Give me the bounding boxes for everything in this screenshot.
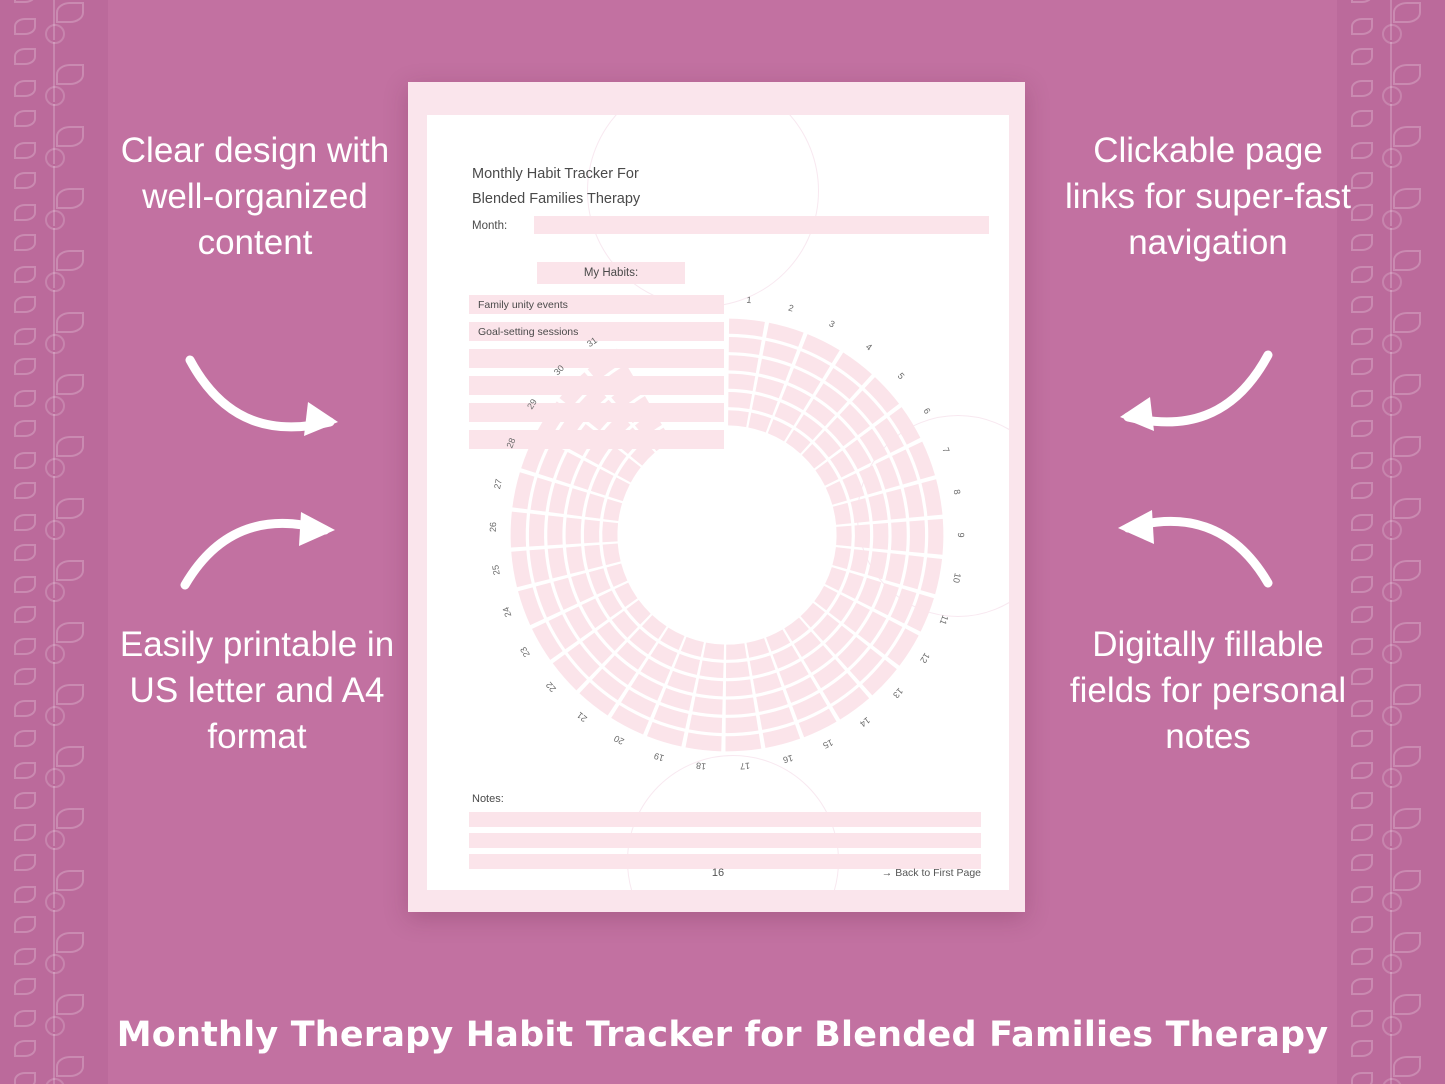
- floral-blossom: [1382, 582, 1402, 602]
- feature-top-left: Clear design with well-organized content: [120, 131, 390, 263]
- habit-cell[interactable]: [726, 716, 759, 733]
- habit-cell[interactable]: [566, 546, 585, 574]
- habit-cell[interactable]: [755, 377, 784, 399]
- floral-blossom: [1382, 334, 1402, 354]
- habit-cell[interactable]: [686, 733, 722, 752]
- floral-leaf: [1351, 514, 1373, 531]
- day-label: 2: [787, 302, 796, 314]
- day-label: 28: [504, 435, 518, 450]
- day-label: 4: [863, 341, 874, 353]
- floral-leaf: [56, 808, 84, 829]
- day-label: 22: [543, 679, 558, 694]
- day-label: 8: [951, 488, 963, 496]
- day-label: 14: [858, 714, 873, 729]
- floral-leaf: [1393, 126, 1421, 147]
- floral-leaf: [1351, 452, 1373, 469]
- habit-cell[interactable]: [530, 549, 550, 583]
- day-label: 3: [827, 318, 837, 330]
- arrow-top-right-icon: [1098, 345, 1278, 445]
- floral-blossom: [1382, 520, 1402, 540]
- floral-blossom: [1382, 954, 1402, 974]
- floral-blossom: [45, 644, 65, 664]
- floral-leaf: [1351, 296, 1373, 313]
- habit-cell[interactable]: [511, 512, 527, 548]
- floral-blossom: [1382, 396, 1402, 416]
- floral-blossom: [45, 582, 65, 602]
- habit-cell[interactable]: [759, 359, 791, 381]
- habit-cell[interactable]: [696, 679, 723, 697]
- day-label: 13: [890, 685, 906, 700]
- habit-row[interactable]: Goal-setting sessions: [469, 322, 724, 341]
- day-label: 1: [745, 294, 752, 306]
- day-label: 27: [492, 478, 505, 490]
- notes-input[interactable]: [469, 833, 981, 848]
- floral-leaf: [14, 296, 36, 313]
- floral-leaf: [1351, 358, 1373, 375]
- habit-cell[interactable]: [826, 481, 847, 505]
- habit-cell[interactable]: [766, 630, 790, 652]
- floral-blossom: [45, 396, 65, 416]
- floral-leaf: [14, 48, 36, 65]
- habit-cell[interactable]: [608, 477, 629, 501]
- habit-cell[interactable]: [667, 671, 696, 693]
- habit-cell[interactable]: [921, 479, 942, 516]
- floral-leaf: [1351, 18, 1373, 35]
- habit-cell[interactable]: [703, 643, 724, 660]
- floral-leaf: [56, 2, 84, 23]
- habit-cell[interactable]: [891, 522, 907, 552]
- floral-leaf: [14, 762, 36, 779]
- feature-bottom-left: Easily printable in US letter and A4 format: [119, 625, 395, 757]
- floral-leaf: [1351, 916, 1373, 933]
- poster-caption: Monthly Therapy Habit Tracker for Blended Families Therapy: [116, 1015, 1329, 1055]
- floral-leaf: [1393, 188, 1421, 209]
- month-input[interactable]: [534, 216, 989, 234]
- habit-cell[interactable]: [585, 494, 604, 519]
- floral-blossom: [1382, 210, 1402, 230]
- habit-cell[interactable]: [726, 643, 747, 660]
- habit-cell[interactable]: [693, 697, 723, 715]
- floral-blossom: [45, 272, 65, 292]
- habit-cell[interactable]: [548, 548, 567, 579]
- page-title: [472, 162, 902, 213]
- habit-cell[interactable]: [909, 520, 925, 553]
- floral-leaf: [1393, 932, 1421, 953]
- floral-leaf: [14, 824, 36, 841]
- floral-leaf: [56, 746, 84, 767]
- day-label: 29: [524, 397, 539, 412]
- floral-blossom: [45, 892, 65, 912]
- floral-leaf: [56, 498, 84, 519]
- day-label: 15: [821, 737, 835, 751]
- floral-leaf: [56, 312, 84, 333]
- floral-leaf: [1351, 420, 1373, 437]
- habit-cell[interactable]: [842, 473, 864, 499]
- floral-leaf: [56, 436, 84, 457]
- day-label: 11: [937, 613, 951, 626]
- habit-cell[interactable]: [726, 679, 753, 696]
- floral-leaf: [1351, 0, 1373, 3]
- habit-cell[interactable]: [584, 545, 602, 570]
- day-label: 6: [921, 406, 933, 416]
- floral-leaf: [1351, 606, 1373, 623]
- floral-blossom: [1382, 24, 1402, 44]
- habits-header: My Habits:: [537, 262, 685, 284]
- floral-leaf: [1393, 870, 1421, 891]
- floral-blossom: [1382, 86, 1402, 106]
- floral-leaf: [56, 250, 84, 271]
- notes-label: Notes:: [472, 793, 504, 805]
- floral-leaf: [1393, 684, 1421, 705]
- floral-leaf: [14, 916, 36, 933]
- habit-cell[interactable]: [700, 661, 724, 678]
- floral-blossom: [1382, 458, 1402, 478]
- habit-cell[interactable]: [729, 355, 759, 373]
- floral-border-left: [0, 0, 108, 1084]
- floral-blossom: [45, 458, 65, 478]
- floral-leaf: [14, 854, 36, 871]
- floral-leaf: [56, 622, 84, 643]
- floral-leaf: [14, 514, 36, 531]
- floral-leaf: [1393, 498, 1421, 519]
- day-label: 20: [611, 733, 626, 748]
- floral-blossom: [1382, 830, 1402, 850]
- floral-leaf: [14, 452, 36, 469]
- floral-leaf: [14, 328, 36, 345]
- habit-cell[interactable]: [603, 499, 622, 521]
- habit-cell[interactable]: [607, 564, 628, 587]
- habit-cell[interactable]: [584, 520, 600, 544]
- habit-cell[interactable]: [756, 690, 788, 712]
- floral-blossom: [45, 830, 65, 850]
- floral-blossom: [45, 768, 65, 788]
- floral-blossom: [45, 954, 65, 974]
- floral-leaf: [1351, 824, 1373, 841]
- habit-cell[interactable]: [854, 524, 870, 548]
- floral-leaf: [56, 932, 84, 953]
- month-label: Month:: [472, 220, 508, 232]
- floral-leaf: [1351, 792, 1373, 809]
- page-number: 16: [711, 867, 725, 879]
- floral-leaf: [1393, 808, 1421, 829]
- floral-blossom: [45, 706, 65, 726]
- floral-leaf: [14, 730, 36, 747]
- floral-blossom: [1382, 644, 1402, 664]
- floral-leaf: [1351, 48, 1373, 65]
- day-label: 9: [955, 532, 967, 538]
- floral-leaf: [14, 204, 36, 221]
- floral-leaf: [56, 870, 84, 891]
- habit-cell[interactable]: [921, 557, 943, 594]
- floral-leaf: [1351, 544, 1373, 561]
- floral-blossom: [1382, 892, 1402, 912]
- floral-leaf: [14, 638, 36, 655]
- floral-leaf: [14, 420, 36, 437]
- habit-cell[interactable]: [851, 498, 870, 523]
- notes-input[interactable]: [469, 812, 981, 827]
- floral-leaf: [56, 188, 84, 209]
- floral-leaf: [1351, 482, 1373, 499]
- floral-leaf: [56, 684, 84, 705]
- habit-cell[interactable]: [750, 655, 776, 675]
- habit-cell[interactable]: [725, 734, 761, 752]
- feature-top-right: Clickable page links for super-fast navigation: [1065, 131, 1351, 263]
- floral-blossom: [45, 24, 65, 44]
- habit-cell[interactable]: [511, 551, 531, 588]
- floral-blossom: [45, 148, 65, 168]
- habit-cell[interactable]: [904, 484, 924, 518]
- habit-cell[interactable]: [726, 698, 756, 715]
- day-label: 7: [940, 445, 952, 454]
- habit-cell[interactable]: [729, 337, 762, 355]
- habit-wheel-grid: [437, 255, 997, 815]
- floral-leaf: [1351, 110, 1373, 127]
- arrow-bottom-left-icon: [175, 500, 355, 600]
- floral-leaf: [1393, 312, 1421, 333]
- floral-leaf: [14, 482, 36, 499]
- floral-leaf: [14, 358, 36, 375]
- floral-leaf: [1393, 64, 1421, 85]
- floral-leaf: [14, 18, 36, 35]
- habit-cell[interactable]: [832, 547, 851, 569]
- document-page-preview[interactable]: [427, 115, 1009, 890]
- floral-blossom: [1382, 768, 1402, 788]
- habit-cell[interactable]: [873, 523, 889, 550]
- floral-leaf: [1351, 762, 1373, 779]
- floral-blossom: [1382, 148, 1402, 168]
- habit-cell[interactable]: [886, 489, 906, 520]
- habit-cell[interactable]: [927, 519, 943, 555]
- floral-leaf: [1351, 390, 1373, 407]
- habit-cell[interactable]: [549, 483, 570, 514]
- day-label: 5: [895, 370, 907, 382]
- floral-blossom: [45, 86, 65, 106]
- floral-blossom: [1382, 272, 1402, 292]
- day-label: 25: [490, 564, 502, 577]
- day-label: 12: [917, 651, 932, 666]
- habit-cell[interactable]: [833, 503, 851, 525]
- floral-leaf: [14, 792, 36, 809]
- habit-cell[interactable]: [748, 413, 771, 433]
- floral-blossom: [1382, 706, 1402, 726]
- day-label: 23: [518, 644, 533, 659]
- back-to-first-page-link[interactable]: → Back to First Page: [881, 867, 981, 879]
- floral-leaf: [14, 110, 36, 127]
- floral-leaf: [14, 266, 36, 283]
- habit-cell[interactable]: [728, 410, 749, 427]
- floral-leaf: [14, 606, 36, 623]
- floral-leaf: [14, 390, 36, 407]
- floral-leaf: [14, 80, 36, 97]
- floral-leaf: [14, 886, 36, 903]
- habit-cell[interactable]: [752, 395, 778, 416]
- floral-leaf: [14, 172, 36, 189]
- floral-leaf: [56, 374, 84, 395]
- habit-cell[interactable]: [589, 568, 611, 594]
- floral-leaf: [1393, 374, 1421, 395]
- feature-bottom-right: Digitally fillable fields for personal notes: [1069, 625, 1347, 757]
- arrow-bottom-right-icon: [1098, 498, 1278, 598]
- habit-cell[interactable]: [868, 551, 888, 579]
- day-label: 31: [584, 335, 599, 350]
- day-label: 24: [500, 606, 514, 619]
- habit-row[interactable]: Family unity events: [469, 295, 724, 314]
- arrow-top-left-icon: [180, 350, 360, 450]
- floral-leaf: [14, 234, 36, 251]
- habit-cell[interactable]: [674, 654, 700, 675]
- floral-leaf: [14, 576, 36, 593]
- floral-leaf: [1393, 2, 1421, 23]
- floral-leaf: [1393, 436, 1421, 457]
- floral-leaf: [14, 700, 36, 717]
- day-label: 26: [487, 521, 499, 533]
- habit-cell[interactable]: [885, 553, 905, 584]
- habit-cell[interactable]: [836, 526, 852, 547]
- circular-habit-tracker[interactable]: [437, 255, 997, 815]
- floral-leaf: [14, 142, 36, 159]
- floral-leaf: [1393, 622, 1421, 643]
- habit-cell[interactable]: [825, 567, 846, 591]
- habit-cell[interactable]: [753, 673, 782, 694]
- floral-leaf: [1351, 854, 1373, 871]
- habit-cell[interactable]: [868, 493, 887, 521]
- floral-leaf: [1351, 576, 1373, 593]
- floral-blossom: [45, 334, 65, 354]
- habit-cell[interactable]: [603, 543, 621, 565]
- floral-leaf: [14, 948, 36, 965]
- habit-cell[interactable]: [726, 661, 750, 678]
- floral-blossom: [45, 210, 65, 230]
- habit-cell[interactable]: [689, 715, 722, 733]
- habit-cell[interactable]: [602, 522, 618, 543]
- habit-cell[interactable]: [547, 516, 563, 546]
- floral-leaf: [1351, 80, 1373, 97]
- habit-cell[interactable]: [850, 549, 869, 574]
- floral-leaf: [14, 0, 36, 3]
- floral-leaf: [56, 126, 84, 147]
- habit-cell[interactable]: [903, 555, 924, 589]
- habit-cell[interactable]: [566, 518, 582, 545]
- habit-cell[interactable]: [728, 392, 752, 409]
- floral-leaf: [1351, 266, 1373, 283]
- habit-cell[interactable]: [746, 638, 769, 658]
- day-label: 16: [781, 752, 794, 766]
- day-label: 10: [950, 572, 963, 585]
- floral-leaf: [1393, 250, 1421, 271]
- floral-leaf: [1351, 948, 1373, 965]
- habit-cell[interactable]: [512, 472, 534, 509]
- floral-leaf: [1393, 560, 1421, 581]
- day-label: 19: [652, 750, 666, 764]
- day-label: 17: [739, 760, 751, 772]
- habit-cell[interactable]: [681, 637, 704, 657]
- habit-cell[interactable]: [531, 478, 552, 512]
- floral-blossom: [45, 520, 65, 540]
- floral-leaf: [56, 64, 84, 85]
- page-title-line1: Monthly Habit Tracker For: [472, 166, 639, 182]
- habit-cell[interactable]: [529, 514, 545, 547]
- floral-leaf: [1351, 328, 1373, 345]
- floral-leaf: [1351, 886, 1373, 903]
- habit-cell[interactable]: [729, 319, 765, 337]
- floral-leaf: [56, 560, 84, 581]
- floral-leaf: [14, 544, 36, 561]
- floral-leaf: [14, 668, 36, 685]
- page-title-line2: Blended Families Therapy: [472, 191, 641, 208]
- floral-leaf: [1393, 746, 1421, 767]
- day-label: 18: [695, 760, 707, 772]
- habit-cell[interactable]: [567, 488, 587, 516]
- day-label: 30: [551, 363, 566, 378]
- habit-cell[interactable]: [728, 374, 755, 391]
- day-label: 21: [575, 709, 590, 724]
